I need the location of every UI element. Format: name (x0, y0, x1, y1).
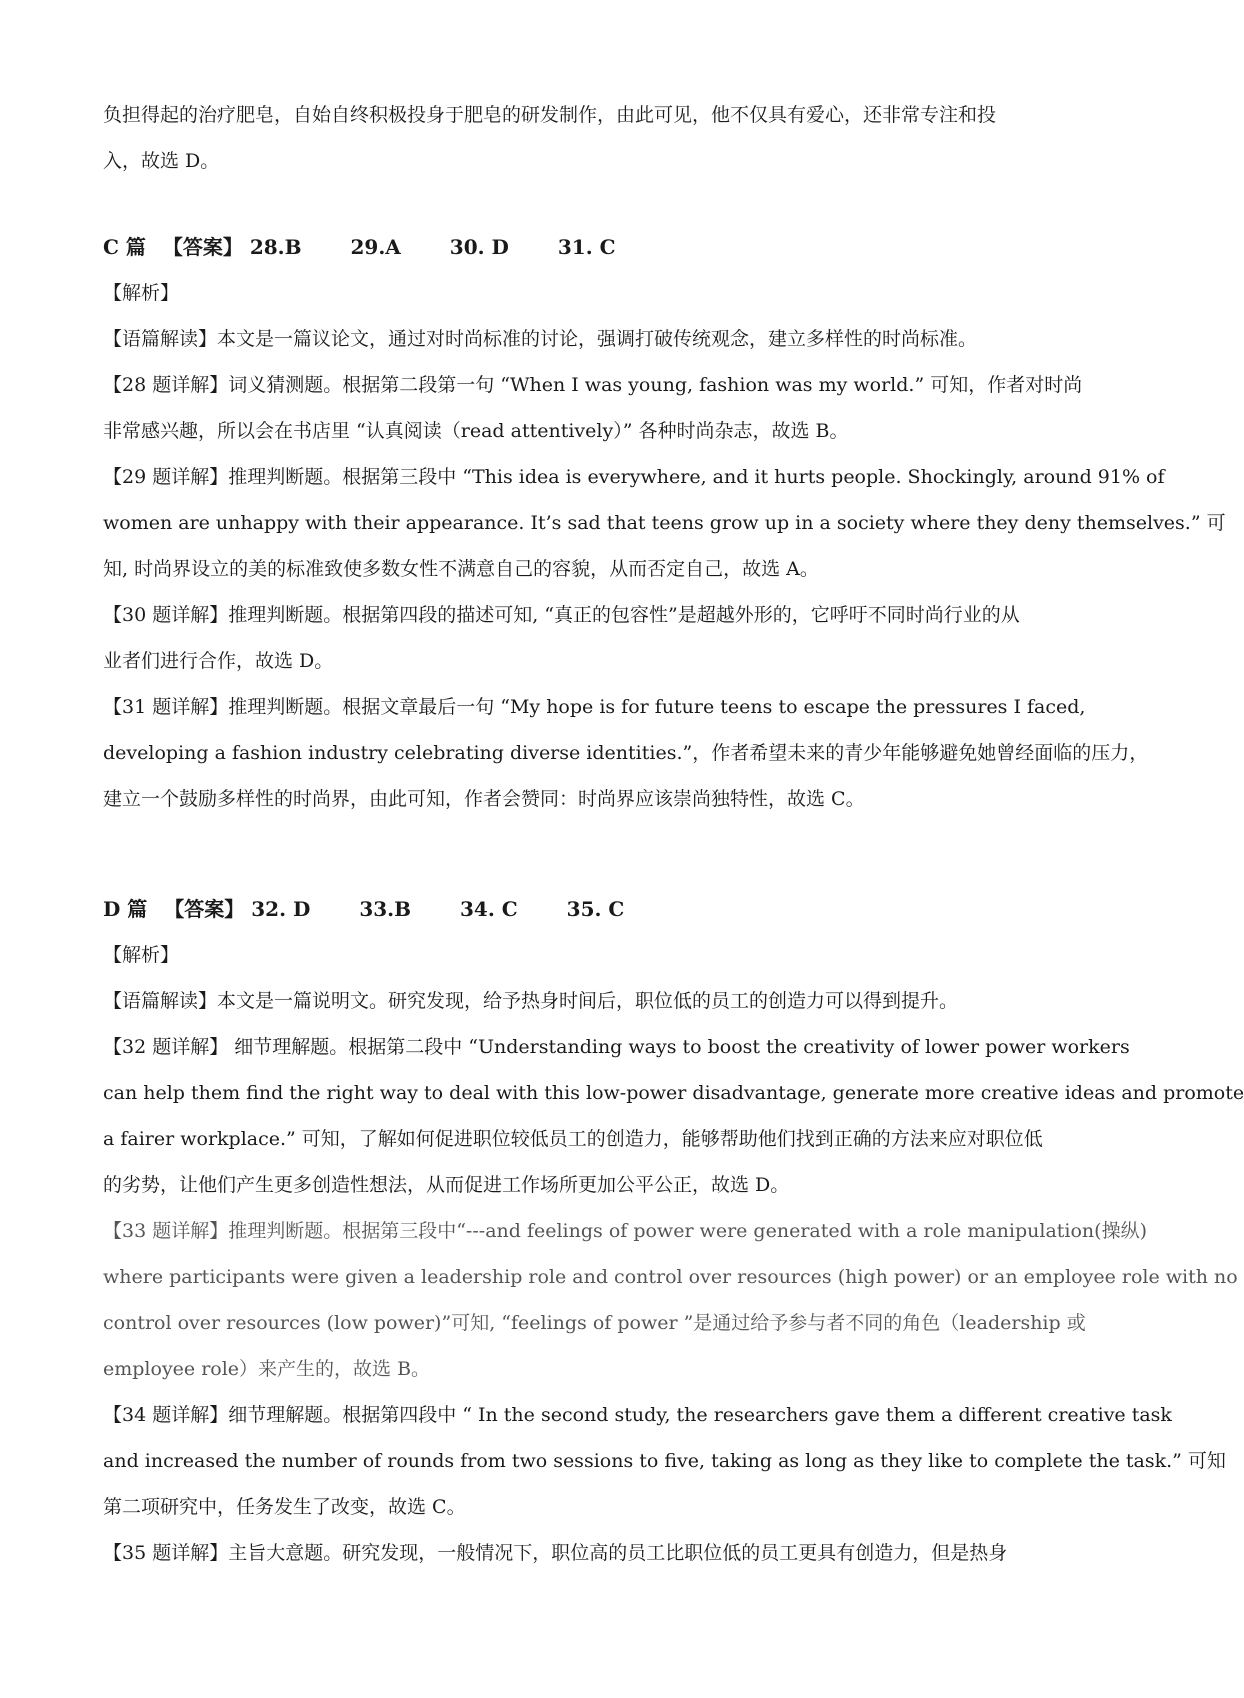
text-line: control over resources (low power)”可知, “feelings of power ”是通过给予参与者不同的角色（leadership 或 (103, 1312, 1086, 1334)
text-line: 负担得起的治疗肥皂，自始自终积极投身于肥皂的研发制作，由此可见，他不仅具有爱心，还非常专注和投 (103, 104, 997, 126)
text-line: 【32 题详解】 细节理解题。根据第二段中 “Understanding ways to boost the creativity of lower power workers (103, 1036, 1130, 1058)
answer-item: 33.B (359, 897, 412, 921)
text-line: 【29 题详解】推理判断题。根据第三段中 “This idea is everywhere, and it hurts people. Shockingly, around 91% of (103, 466, 1165, 488)
answer-item: 29.A (350, 235, 401, 259)
answer-tag: 【答案】 (164, 897, 245, 921)
q32-explanation (103, 1024, 1244, 1208)
text-line: 知, 时尚界设立的美的标准致使多数女性不满意自己的容貌，从而否定自己，故选 A。 (103, 558, 819, 580)
text-line: 的劣势，让他们产生更多创造性想法，从而促进工作场所更加公平公正，故选 D。 (103, 1174, 790, 1196)
text-line: employee role）来产生的，故选 B。 (103, 1358, 431, 1380)
text-line: women are unhappy with their appearance. It’s sad that teens grow up in a society where they deny themselves.” 可 (103, 512, 1226, 534)
answer-item: 28.B (249, 235, 302, 259)
intro-paragraph (103, 92, 1115, 184)
text-line: 建立一个鼓励多样性的时尚界，由此可知，作者会赞同：时尚界应该崇尚独特性，故选 C。 (103, 788, 865, 810)
section-c (103, 224, 1226, 822)
analysis-label: 【解析】 (103, 944, 180, 966)
section-d-label: D 篇 (103, 897, 148, 921)
text-line: 非常感兴趣，所以会在书店里 “认真阅读（read attentively）” 各种时尚杂志，故选 B。 (103, 420, 849, 442)
text-line: 【语篇解读】本文是一篇说明文。研究发现，给予热身时间后，职位低的员工的创造力可以得到提升。 (103, 990, 959, 1012)
passage-reading (103, 316, 1115, 362)
section-d-answer-heading (103, 886, 1115, 932)
answer-item: 31. C (557, 235, 616, 259)
answer-item: 34. C (460, 897, 518, 921)
passage-reading (103, 978, 1115, 1024)
text-line: 【33 题详解】推理判断题。根据第三段中“---and feelings of power were generated with a role manipulation(操纵) (103, 1220, 1147, 1242)
q33-explanation (103, 1208, 1238, 1392)
section-c-answer-heading (103, 224, 1115, 270)
section-c-label: C 篇 (103, 235, 146, 259)
analysis-label: 【解析】 (103, 282, 180, 304)
answer-item: 30. D (449, 235, 509, 259)
text-line: 业者们进行合作，故选 D。 (103, 650, 334, 672)
text-line: 【35 题详解】主旨大意题。研究发现，一般情况下，职位高的员工比职位低的员工更具有创造力，但是热身 (103, 1542, 1008, 1564)
text-line: 【30 题详解】推理判断题。根据第四段的描述可知, “真正的包容性”是超越外形的，它呼吁不同时尚行业的从 (103, 604, 1020, 626)
text-line: developing a fashion industry celebrating diverse identities.”，作者希望未来的青少年能够避免她曾经面临的压力， (103, 742, 1149, 764)
q29-explanation (103, 454, 1226, 592)
q34-explanation (103, 1392, 1226, 1530)
answer-item: 35. C (566, 897, 625, 921)
text-line: where participants were given a leadership role and control over resources (high power) or an employee role with no (103, 1266, 1238, 1288)
q30-explanation (103, 592, 1115, 684)
text-line: 第二项研究中，任务发生了改变，故选 C。 (103, 1496, 466, 1518)
q28-explanation (103, 362, 1115, 454)
text-line: 【28 题详解】词义猜测题。根据第二段第一句 “When I was young, fashion was my world.” 可知，作者对时尚 (103, 374, 1083, 396)
intro-text (103, 92, 1115, 184)
text-line: 【31 题详解】推理判断题。根据文章最后一句 “My hope is for future teens to escape the pressures I faced, (103, 696, 1086, 718)
section-d (103, 886, 1244, 1576)
q31-explanation (103, 684, 1149, 822)
text-line: can help them find the right way to deal with this low-power disadvantage, generate more creative ideas and promote (103, 1082, 1244, 1104)
text-line: 入，故选 D。 (103, 150, 220, 172)
text-line: 【语篇解读】本文是一篇议论文，通过对时尚标准的讨论，强调打破传统观念，建立多样性的时尚标准。 (103, 328, 978, 350)
q35-explanation (103, 1530, 1115, 1576)
text-line: and increased the number of rounds from two sessions to five, taking as long as they like to complete the task.” 可知 (103, 1450, 1226, 1472)
answer-item: 32. D (251, 897, 311, 921)
answer-tag: 【答案】 (162, 235, 243, 259)
text-line: a fairer workplace.” 可知，了解如何促进职位较低员工的创造力，能够帮助他们找到正确的方法来应对职位低 (103, 1128, 1043, 1150)
text-line: 【34 题详解】细节理解题。根据第四段中 “ In the second study, the researchers gave them a different creative task (103, 1404, 1172, 1426)
